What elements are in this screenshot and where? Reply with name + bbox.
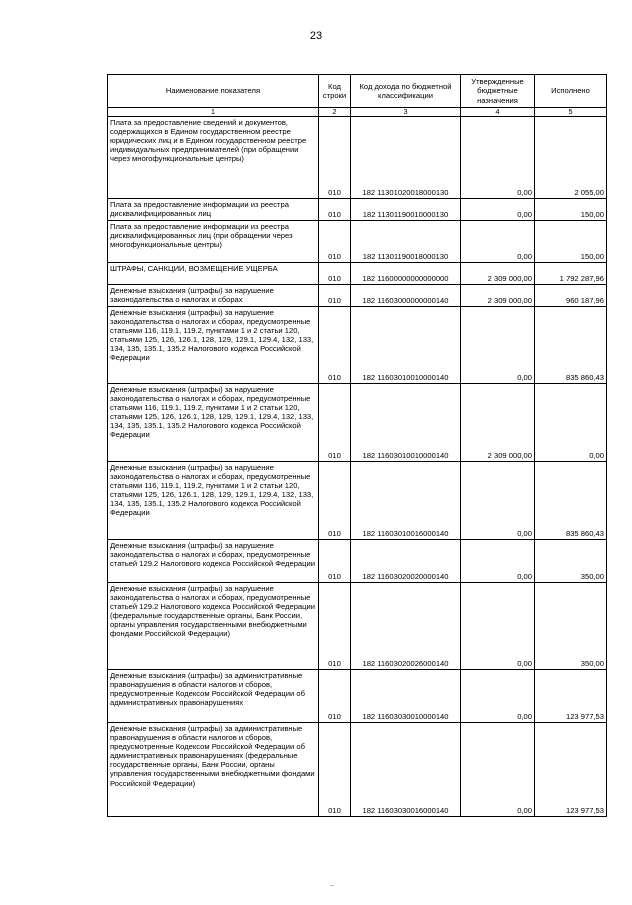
row-line-code: 010 xyxy=(319,462,351,540)
row-class-code: 182 11603020020000140 xyxy=(351,540,461,583)
row-approved: 0,00 xyxy=(461,221,535,263)
column-number: 4 xyxy=(461,108,535,117)
row-line-code: 010 xyxy=(319,307,351,384)
header-line-code: Код строки xyxy=(319,75,351,108)
row-name: Денежные взыскания (штрафы) за нарушение законодательства о налогах и сборах, предусмотренные статьями 116, 119.1, 119.2, пунктами 1 и 2 статьи 120, статьями 125, 126, 126.1, 128, 129, 129.1, 129.4, 132, 133, 134, 135, 135.1, 135.2 Налогового кодекса Российской Федерации xyxy=(108,307,319,384)
row-line-code: 010 xyxy=(319,263,351,285)
table-row xyxy=(108,285,607,307)
row-approved: 0,00 xyxy=(461,723,535,817)
row-line-code: 010 xyxy=(319,285,351,307)
table-row xyxy=(108,199,607,221)
row-executed: 835 860,43 xyxy=(535,462,607,540)
column-number: 1 xyxy=(108,108,319,117)
row-name: Денежные взыскания (штрафы) за нарушение законодательства о налогах и сборах, предусмотренные статьей 129.2 Налогового кодекса Российской Федерации xyxy=(108,540,319,583)
row-name: Денежные взыскания (штрафы) за нарушение законодательства о налогах и сборах xyxy=(108,285,319,307)
row-name: Денежные взыскания (штрафы) за нарушение законодательства о налогах и сборах, предусмотренные статьями 116, 119.1, 119.2, пунктами 1 и 2 статьи 120, статьями 125, 126, 126.1, 128, 129, 129.1, 129.4, 132, 133, 134, 135, 135.1, 135.2 Налогового кодекса Российской Федерации xyxy=(108,384,319,462)
row-name: Денежные взыскания (штрафы) за нарушение законодательства о налогах и сборах, предусмотренные статьей 129.2 Налогового кодекса Российской Федерации (федеральные государственные органы, Банк России, органы управления государственными внебюджетными фондами Российской Федерации) xyxy=(108,583,319,670)
row-class-code: 182 11603010010000140 xyxy=(351,307,461,384)
table-row xyxy=(108,221,607,263)
table-row xyxy=(108,723,607,817)
row-name: Денежные взыскания (штрафы) за административные правонарушения в области налогов и сборов, предусмотренные Кодексом Российской Федерации об административных правонарушениях (федеральные государственные органы, Банк России, органы управления государственными внебюджетными фондами Российской Федерации) xyxy=(108,723,319,817)
row-line-code: 010 xyxy=(319,723,351,817)
row-class-code: 182 11603010016000140 xyxy=(351,462,461,540)
row-executed: 150,00 xyxy=(535,221,607,263)
table-row xyxy=(108,384,607,462)
row-approved: 0,00 xyxy=(461,307,535,384)
row-executed: 123 977,53 xyxy=(535,723,607,817)
row-name: Плата за предоставление сведений и документов, содержащихся в Едином государственном реестре юридических лиц и в Едином государственном реестре индивидуальных предпринимателей (при обращении через многофункциональные центры) xyxy=(108,117,319,199)
row-executed: 1 792 287,96 xyxy=(535,263,607,285)
row-class-code: 182 11301190018000130 xyxy=(351,221,461,263)
row-name: Денежные взыскания (штрафы) за нарушение законодательства о налогах и сборах, предусмотренные статьями 116, 119.1, 119.2, пунктами 1 и 2 статьи 120, статьями 125, 126, 126.1, 128, 129, 129.1, 129.4, 132, 133, 134, 135, 135.1, 135.2 Налогового кодекса Российской Федерации xyxy=(108,462,319,540)
row-approved: 2 309 000,00 xyxy=(461,263,535,285)
table-row xyxy=(108,117,607,199)
row-line-code: 010 xyxy=(319,670,351,723)
row-class-code: 182 11603010010000140 xyxy=(351,384,461,462)
row-approved: 2 309 000,00 xyxy=(461,285,535,307)
table-row xyxy=(108,263,607,285)
header-class-code: Код дохода по бюджетной классификации xyxy=(351,75,461,108)
row-class-code: 182 11603030016000140 xyxy=(351,723,461,817)
table-row xyxy=(108,307,607,384)
row-executed: 960 187,96 xyxy=(535,285,607,307)
row-approved: 2 309 000,00 xyxy=(461,384,535,462)
row-executed: 835 860,43 xyxy=(535,307,607,384)
row-class-code: 182 11603000000000140 xyxy=(351,285,461,307)
row-class-code: 182 11600000000000000 xyxy=(351,263,461,285)
row-approved: 0,00 xyxy=(461,583,535,670)
column-number: 3 xyxy=(351,108,461,117)
row-name: Плата за предоставление информации из реестра дисквалифицированных лиц (при обращении через многофункциональные центры) xyxy=(108,221,319,263)
row-approved: 0,00 xyxy=(461,117,535,199)
header-name: Наименование показателя xyxy=(108,75,319,108)
table-header-row xyxy=(108,75,607,108)
row-line-code: 010 xyxy=(319,221,351,263)
column-number-row xyxy=(108,108,607,117)
row-line-code: 010 xyxy=(319,117,351,199)
column-number: 2 xyxy=(319,108,351,117)
header-executed: Исполнено xyxy=(535,75,607,108)
row-executed: 150,00 xyxy=(535,199,607,221)
row-line-code: 010 xyxy=(319,583,351,670)
table-row xyxy=(108,540,607,583)
row-executed: 123 977,53 xyxy=(535,670,607,723)
row-class-code: 182 11301020018000130 xyxy=(351,117,461,199)
header-approved: Утвержденные бюджетные назначения xyxy=(461,75,535,108)
table-row xyxy=(108,462,607,540)
row-name: ШТРАФЫ, САНКЦИИ, ВОЗМЕЩЕНИЕ УЩЕРБА xyxy=(108,263,319,285)
row-name: Плата за предоставление информации из реестра дисквалифицированных лиц xyxy=(108,199,319,221)
row-executed: 350,00 xyxy=(535,583,607,670)
column-number: 5 xyxy=(535,108,607,117)
row-class-code: 182 11301190010000130 xyxy=(351,199,461,221)
scan-speck xyxy=(330,885,334,886)
row-approved: 0,00 xyxy=(461,199,535,221)
row-line-code: 010 xyxy=(319,540,351,583)
row-class-code: 182 11603020026000140 xyxy=(351,583,461,670)
budget-report-table xyxy=(107,74,607,817)
row-executed: 2 055,00 xyxy=(535,117,607,199)
row-class-code: 182 11603030010000140 xyxy=(351,670,461,723)
row-executed: 0,00 xyxy=(535,384,607,462)
row-approved: 0,00 xyxy=(461,462,535,540)
row-approved: 0,00 xyxy=(461,670,535,723)
page-number: 23 xyxy=(309,30,323,42)
row-approved: 0,00 xyxy=(461,540,535,583)
row-line-code: 010 xyxy=(319,384,351,462)
table-row xyxy=(108,583,607,670)
row-name: Денежные взыскания (штрафы) за административные правонарушения в области налогов и сборов, предусмотренные Кодексом Российской Федерации об административных правонарушениях xyxy=(108,670,319,723)
table-row xyxy=(108,670,607,723)
row-line-code: 010 xyxy=(319,199,351,221)
row-executed: 350,00 xyxy=(535,540,607,583)
